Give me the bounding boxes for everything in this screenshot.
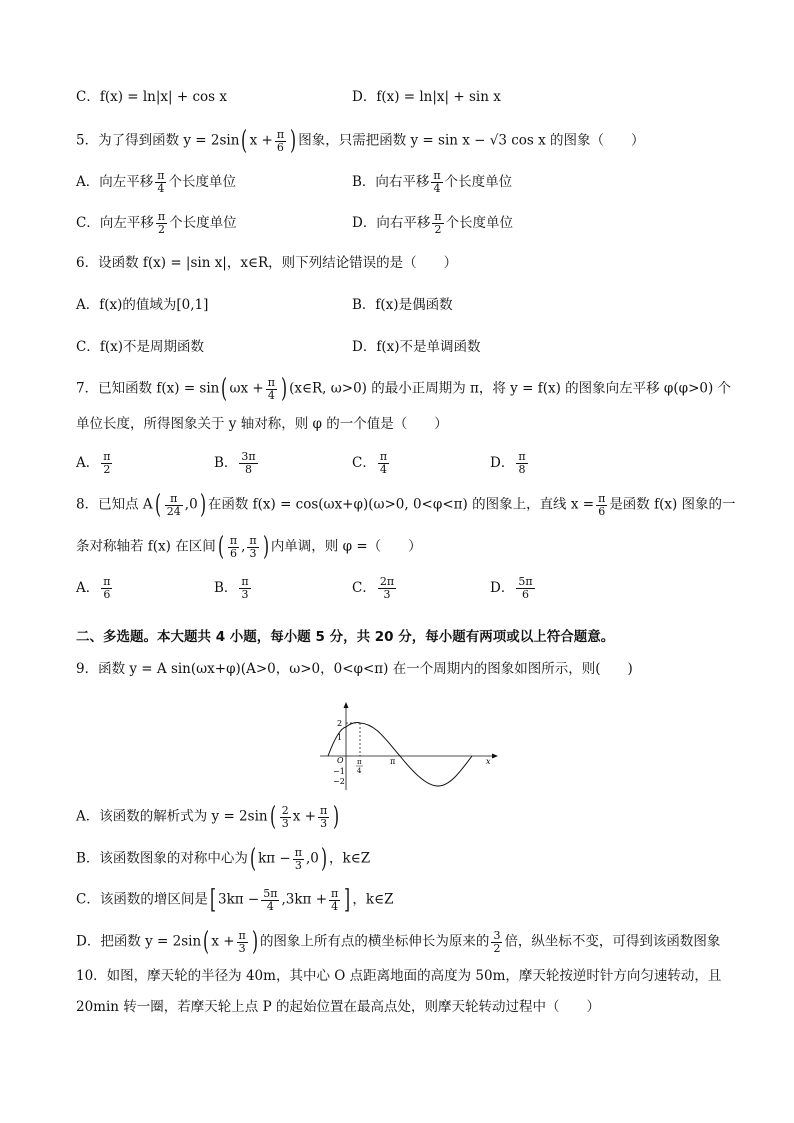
q5-stem-c: 图象，只需把函数 y = sin x − √3 cos x 的图象（ ） <box>298 132 645 149</box>
q5-stem-a: 5．为了得到函数 y = 2sin <box>76 132 240 149</box>
q8-option-b: B． $\frac{\pi}{3}$ <box>214 575 249 601</box>
q10-stem-line1: 10．如图，摩天轮的半径为 40m，其中心 O 点距离地面的高度为 50m，摩天轮按逆时针方向匀速转动，且 <box>76 968 722 984</box>
q9-option-b: B．该函数图象的对称中心为( kπ − $\frac{\pi}{3}$ ,0) ，k∈Z <box>76 844 371 874</box>
sine-curve <box>328 722 472 786</box>
q8-stem-line2: 条对称轴若 f(x) 在区间( $\frac{\pi}{6}$ , $\frac{\pi}{3}$ ) 内单调，则 φ =（ ） <box>76 532 422 562</box>
q10-stem-line2: 20min 转一圈，若摩天轮上点 P 的起始位置在最高点处，则摩天轮转动过程中（ ） <box>76 999 600 1015</box>
section-heading-multi-choice: 二、多选题。本大题共 4 小题，每小题 5 分，共 20 分，每小题有两项或以上符合题意。 <box>76 629 615 645</box>
q8-option-d: D． $\frac{5\pi}{6}$ <box>490 575 533 601</box>
q9-stem: 9．函数 y = A sin(ωx+φ)(A>0，ω>0，0<φ<π) 在一个周期内的图象如图所示，则( ) <box>76 661 633 677</box>
tick-x-pi4-den: 4 <box>357 767 362 775</box>
q5-option-a: A．向左平移 $\frac{\pi}{4}$ 个长度单位 <box>76 169 236 195</box>
y-axis-arrow <box>344 702 349 708</box>
x-axis-arrow <box>492 754 498 759</box>
q9-option-d: D．把函数 y = 2sin( x + $\frac{\pi}{3}$ ) 的图象上所有点的横坐标伸长为原来的 $\frac{3}{2}$ 倍，纵坐标不变，可得到该函数图象 <box>76 927 721 957</box>
q4-option-d: D．f(x) = ln|x| + sin x <box>352 89 501 105</box>
q8-stem-line1: 8．已知点 A( $\frac{\pi}{24}$ ,0) 在函数 f(x) = cos(ωx+φ)(ω>0, 0<φ<π) 的图象上，直线 x = $\frac{\pi}{6}$ 是函数 f(x) 图象的一 <box>76 490 736 520</box>
q9-option-a: A．该函数的解析式为 y = 2sin( $\frac{2}{3}$ x + $\frac{\pi}{3}$ ) <box>76 802 340 832</box>
q7-stem-line1: 7．已知函数 f(x) = sin( ωx + $\frac{\pi}{4}$ ) (x∈R, ω>0) 的最小正周期为 π，将 y = f(x) 的图象向左平移 φ(φ>0) 个 <box>76 374 732 404</box>
x-axis-label: x <box>486 757 491 766</box>
q5-stem-fraction: $\frac{\pi}{6}$ <box>276 127 285 154</box>
q6-option-d: D．f(x)不是单调函数 <box>352 339 481 355</box>
q5-option-b: B．向右平移 $\frac{\pi}{4}$ 个长度单位 <box>352 169 513 195</box>
q7-option-b: B． $\frac{3\pi}{8}$ <box>214 450 256 476</box>
q4-option-c: C．f(x) = ln|x| + cos x <box>76 89 228 105</box>
tick-y-2: 2 <box>337 719 343 728</box>
q8-option-c: C． $\frac{2\pi}{3}$ <box>352 575 395 601</box>
q7-option-d: D． $\frac{\pi}{8}$ <box>490 450 526 476</box>
q5-option-d: D．向右平移 $\frac{\pi}{2}$ 个长度单位 <box>352 210 514 236</box>
q7-stem-line2: 单位长度，所得图象关于 y 轴对称，则 φ 的一个值是（ ） <box>76 416 448 432</box>
q5-option-c: C．向左平移 $\frac{\pi}{2}$ 个长度单位 <box>76 210 237 236</box>
q5-stem-b: x + <box>249 132 273 149</box>
q6-option-b: B．f(x)是偶函数 <box>352 297 453 313</box>
q9-sine-graph <box>320 700 500 792</box>
q8-option-a: A． $\frac{\pi}{6}$ <box>76 575 111 601</box>
tick-y-m2: −2 <box>333 777 345 786</box>
tick-x-pi: π <box>390 757 396 766</box>
q6-stem: 6．设函数 f(x) = |sin x|，x∈R，则下列结论错误的是（ ） <box>76 255 458 271</box>
q9-option-c: C．该函数的增区间是[ 3kπ − $\frac{5\pi}{4}$ ,3kπ + $\frac{\pi}{4}$ ] ，k∈Z <box>76 885 394 915</box>
q7-option-a: A． $\frac{\pi}{2}$ <box>76 450 111 476</box>
q7-option-c: C． $\frac{\pi}{4}$ <box>352 450 388 476</box>
q6-option-c: C．f(x)不是周期函数 <box>76 339 204 355</box>
tick-y-1: 1 <box>337 733 343 742</box>
tick-x-pi4-num: π <box>357 758 362 766</box>
tick-y-m1: −1 <box>333 767 345 776</box>
q5-stem: 5．为了得到函数 y = 2sin( x + $\frac{\pi}{6}$ ) 图象，只需把函数 y = sin x − √3 cos x 的图象（ ） <box>76 126 645 156</box>
q6-option-a: A．f(x)的值域为[0,1] <box>76 297 209 313</box>
origin-label: O <box>337 756 344 765</box>
